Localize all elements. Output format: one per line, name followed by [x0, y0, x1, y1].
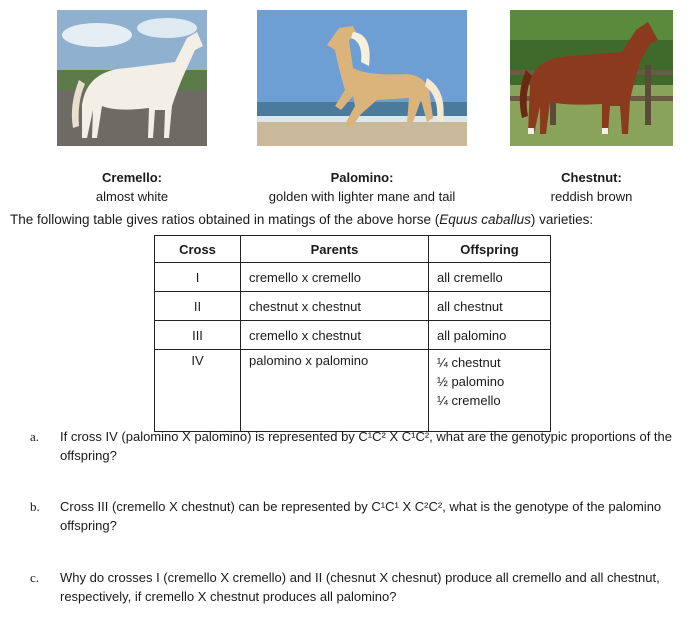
chestnut-name: Chestnut:	[561, 170, 622, 185]
offspring-cell	[429, 350, 551, 432]
header-parents: Parents	[241, 236, 429, 263]
header-offspring: Offspring	[429, 236, 551, 263]
cremello-caption	[62, 168, 202, 206]
intro-after: ) varieties:	[530, 212, 594, 227]
question-letter: c.	[30, 570, 40, 585]
offspring-cell: all palomino	[429, 321, 551, 350]
table-row	[155, 292, 551, 321]
cremello-photo	[57, 10, 207, 146]
parents-cell: palomino x palomino	[241, 350, 429, 432]
parents-cell: chestnut x chestnut	[241, 292, 429, 321]
chestnut-caption	[515, 168, 668, 206]
intro-before: The following table gives ratios obtained in matings of the above horse (	[10, 212, 440, 227]
palomino-caption	[255, 168, 469, 206]
crosses-table	[154, 235, 551, 432]
question-text: Why do crosses I (cremello X cremello) and II (chesnut X chesnut) produce all cremello and all chestnut, respectively, if cremello X chestnut produces all palomino?	[60, 570, 660, 604]
offspring-line: ¼ chestnut	[437, 355, 501, 370]
table-header-row	[155, 236, 551, 263]
cross-cell: I	[155, 263, 241, 292]
parents-cell: cremello x chestnut	[241, 321, 429, 350]
offspring-cell: all cremello	[429, 263, 551, 292]
cross-cell: III	[155, 321, 241, 350]
offspring-cell: all chestnut	[429, 292, 551, 321]
palomino-photo	[257, 10, 467, 146]
question-text: If cross IV (palomino X palomino) is represented by C¹C² X C¹C², what are the genotypic proportions of the offspring?	[60, 429, 672, 463]
question-b	[30, 497, 695, 535]
species-name: Equus caballus	[439, 212, 531, 227]
question-text: Cross III (cremello X chestnut) can be represented by C¹C¹ X C²C², what is the genotype of the palomino offspring?	[60, 499, 662, 533]
table-row	[155, 263, 551, 292]
cremello-name: Cremello:	[102, 170, 162, 185]
question-letter: b.	[30, 499, 40, 514]
chestnut-description: reddish brown	[550, 189, 633, 204]
parents-cell: cremello x cremello	[241, 263, 429, 292]
offspring-line: ¼ cremello	[437, 393, 501, 408]
palomino-name: Palomino:	[330, 170, 394, 185]
cross-cell: IV	[155, 350, 241, 432]
header-cross: Cross	[155, 236, 241, 263]
offspring-line: ½ palomino	[437, 374, 505, 389]
table-row	[155, 321, 551, 350]
question-a	[30, 427, 695, 465]
cremello-description: almost white	[95, 189, 169, 204]
question-c	[30, 568, 695, 606]
palomino-description: golden with lighter mane and tail	[268, 189, 456, 204]
cross-cell: II	[155, 292, 241, 321]
question-letter: a.	[30, 429, 40, 444]
intro-text	[10, 212, 593, 227]
table-row	[155, 350, 551, 432]
chestnut-photo	[510, 10, 673, 146]
